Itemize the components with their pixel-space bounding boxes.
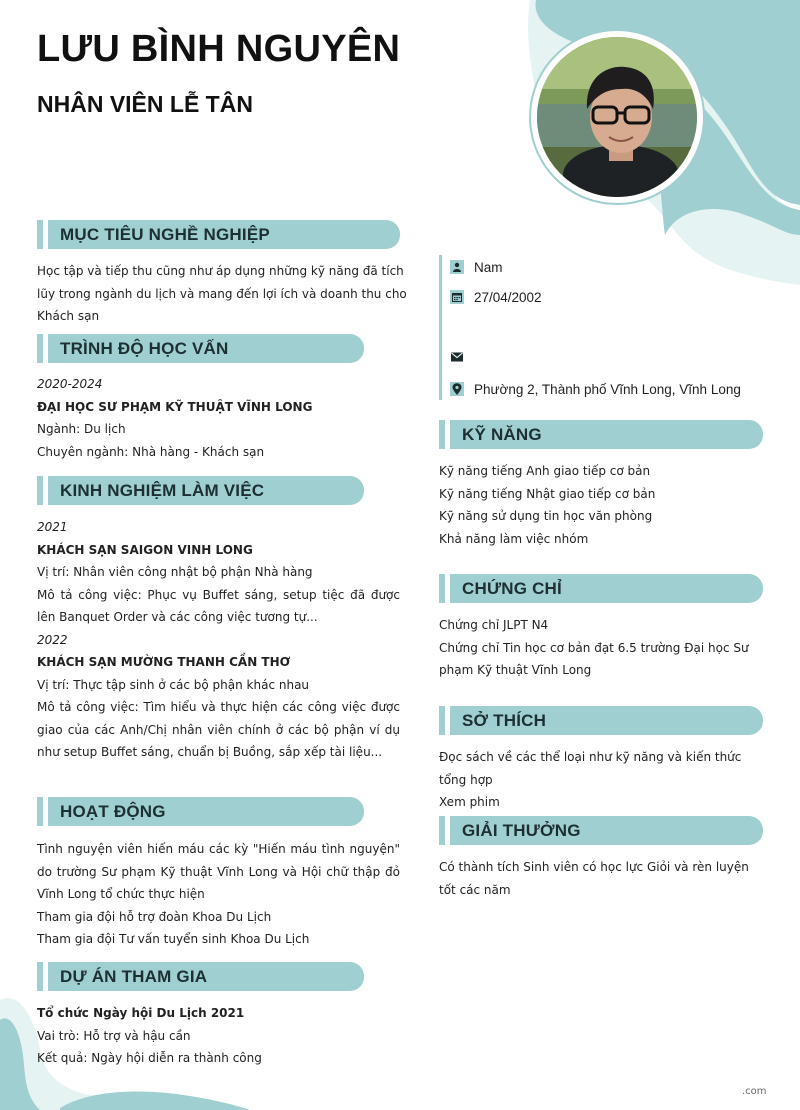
job-description: Mô tả công việc: Phục vụ Buffet sáng, setup tiệc đã được lên Banquet Order và các công việc tương tự... [37, 587, 400, 624]
contact-address: Phường 2, Thành phố Vĩnh Long, Vĩnh Long [450, 379, 741, 399]
hobby-item: Xem phim [439, 795, 500, 809]
award-text: Có thành tích Sinh viên có học lực Giỏi và rèn luyện tốt các năm [439, 860, 749, 897]
certificates-block [439, 614, 763, 682]
watermark-text: .com [742, 1086, 767, 1097]
skill-item: Khả năng làm việc nhóm [439, 531, 589, 546]
job-position: Vị trí: Nhân viên công nhật bộ phận Nhà hàng [37, 565, 313, 579]
projects-title: DỰ ÁN THAM GIA [48, 962, 364, 991]
section-header-awards [439, 816, 763, 845]
certificate-item: Chứng chỉ JLPT N4 [439, 618, 549, 632]
objective-text: Học tập và tiếp thu cũng như áp dụng những kỹ năng đã tích lũy trong ngành du lịch và mang đến lợi ích và doanh thu cho Khách sạn [37, 264, 407, 323]
awards-title: GIẢI THƯỞNG [450, 816, 763, 845]
profile-photo [529, 29, 705, 205]
job-description: Mô tả công việc: Tìm hiểu và thực hiện các công việc được giao của các Anh/Chị nhân viên chính ở các bộ phận ví dụ như setup Buffet sáng, chuẩn bị Buồng, sắp xếp tài liệu... [37, 700, 400, 759]
skill-item: Kỹ năng tiếng Nhật giao tiếp cơ bản [439, 486, 656, 501]
section-header-projects [37, 962, 364, 991]
mail-icon [450, 350, 464, 364]
section-header-skills [439, 420, 763, 449]
section-header-education [37, 334, 364, 363]
section-header-hobbies [439, 706, 763, 735]
project-role: Vai trò: Hỗ trợ và hậu cần [37, 1028, 191, 1043]
candidate-name: LƯU BÌNH NGUYÊN [37, 28, 401, 70]
activities-title: HOẠT ĐỘNG [48, 797, 364, 826]
certificates-title: CHỨNG CHỈ [450, 574, 763, 603]
experience-title: KINH NGHIỆM LÀM VIỆC [48, 476, 364, 505]
activity-item: Tham gia đội Tư vấn tuyển sinh Khoa Du Lịch [37, 932, 310, 946]
skill-item: Kỹ năng sử dụng tin học văn phòng [439, 509, 653, 523]
project-name: Tổ chức Ngày hội Du Lịch 2021 [37, 1006, 245, 1020]
skill-item: Kỹ năng tiếng Anh giao tiếp cơ bản [439, 464, 651, 478]
skills-title: KỸ NĂNG [450, 420, 763, 449]
calendar-icon [450, 290, 464, 304]
section-header-objective [37, 220, 400, 249]
experience-block [37, 516, 400, 764]
education-major: Ngành: Du lịch [37, 422, 126, 436]
education-school: ĐẠI HỌC SƯ PHẠM KỸ THUẬT VĨNH LONG [37, 399, 313, 414]
objective-title: MỤC TIÊU NGHỀ NGHIỆP [48, 220, 400, 249]
hobbies-block [439, 746, 763, 814]
education-specialization: Chuyên ngành: Nhà hàng - Khách sạn [37, 444, 265, 459]
education-block [37, 373, 400, 463]
user-icon [450, 260, 464, 274]
location-pin-icon [450, 382, 464, 396]
education-period: 2020-2024 [37, 377, 103, 391]
project-result: Kết quả: Ngày hội diễn ra thành công [37, 1051, 262, 1065]
contact-email [450, 347, 474, 367]
skills-block [439, 460, 763, 550]
activity-item: Tình nguyện viên hiến máu các kỳ "Hiến máu tình nguyện" do trường Sư phạm Kỹ thuật Vĩnh Long và Hội chữ thập đỏ Vĩnh Long tổ chức thực hiện [37, 842, 400, 901]
section-header-activities [37, 797, 364, 826]
section-header-experience [37, 476, 364, 505]
awards-block [439, 856, 763, 901]
job-year: 2021 [37, 520, 68, 534]
activities-block [37, 838, 400, 951]
job-position: Vị trí: Thực tập sinh ở các bộ phận khác nhau [37, 677, 310, 692]
candidate-role: NHÂN VIÊN LỄ TÂN [37, 91, 253, 117]
certificate-item: Chứng chỉ Tin học cơ bản đạt 6.5 trường Đại học Sư phạm Kỹ thuật Vĩnh Long [439, 640, 749, 677]
contact-gender: Nam [450, 257, 503, 277]
hobbies-title: SỞ THÍCH [450, 706, 763, 735]
section-header-certificates [439, 574, 763, 603]
job-year: 2022 [37, 632, 68, 647]
job-company: KHÁCH SẠN MƯỜNG THANH CẦN THƠ [37, 655, 291, 669]
projects-block [37, 1002, 400, 1070]
contact-birthdate: 27/04/2002 [450, 287, 542, 307]
activity-item: Tham gia đội hỗ trợ đoàn Khoa Du Lịch [37, 909, 272, 924]
education-title: TRÌNH ĐỘ HỌC VẤN [48, 334, 364, 363]
hobby-item: Đọc sách về các thể loại như kỹ năng và kiến thức tổng hợp [439, 750, 742, 787]
job-company: KHÁCH SẠN SAIGON VINH LONG [37, 542, 253, 557]
contact-divider [439, 255, 442, 400]
